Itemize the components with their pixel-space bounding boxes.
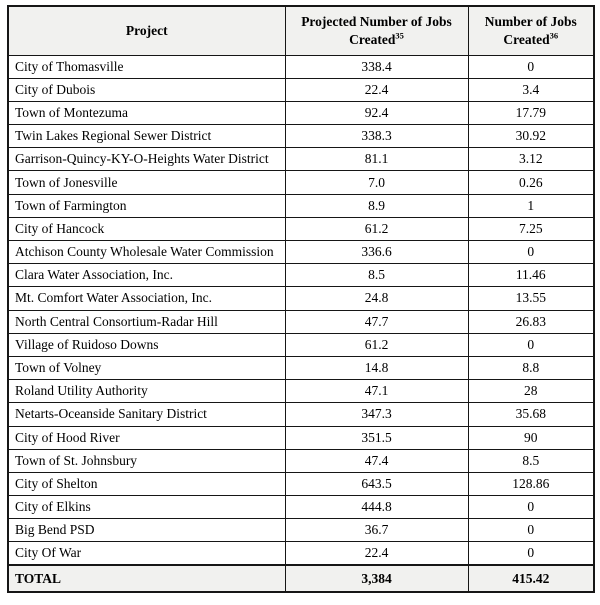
table-row (8, 310, 594, 333)
col-header-projected-jobs-label: Projected Number of Jobs Created (301, 14, 452, 47)
project-name: Village of Ruidoso Downs (8, 333, 285, 356)
project-name: Big Bend PSD (8, 519, 285, 542)
jobs-created-value: 0 (468, 519, 594, 542)
col-header-project (8, 6, 285, 55)
project-name: City of Elkins (8, 496, 285, 519)
table-row (8, 356, 594, 379)
table-row (8, 241, 594, 264)
projected-jobs-value: 24.8 (285, 287, 468, 310)
projected-jobs-value: 92.4 (285, 101, 468, 124)
projected-jobs-value: 351.5 (285, 426, 468, 449)
project-name: Atchison County Wholesale Water Commission (8, 241, 285, 264)
jobs-created-value: 11.46 (468, 264, 594, 287)
table-row (8, 496, 594, 519)
jobs-created-value: 26.83 (468, 310, 594, 333)
project-name: North Central Consortium-Radar Hill (8, 310, 285, 333)
jobs-created-value: 1 (468, 194, 594, 217)
jobs-created-value: 0.26 (468, 171, 594, 194)
jobs-created-value: 90 (468, 426, 594, 449)
jobs-created-value: 3.12 (468, 148, 594, 171)
project-name: City of Dubois (8, 78, 285, 101)
jobs-created-value: 30.92 (468, 125, 594, 148)
project-name: Town of Farmington (8, 194, 285, 217)
jobs-created-value: 0 (468, 241, 594, 264)
project-name: City of Shelton (8, 472, 285, 495)
project-name: Town of Volney (8, 356, 285, 379)
header-row (8, 6, 594, 55)
jobs-created-value: 0 (468, 333, 594, 356)
projected-jobs-value: 22.4 (285, 542, 468, 565)
projected-jobs-value: 47.4 (285, 449, 468, 472)
projected-jobs-value: 61.2 (285, 333, 468, 356)
jobs-created-value: 0 (468, 496, 594, 519)
projected-jobs-value: 47.7 (285, 310, 468, 333)
project-name: City Of War (8, 542, 285, 565)
project-name: Town of Jonesville (8, 171, 285, 194)
table-row (8, 264, 594, 287)
table-row (8, 403, 594, 426)
project-name: City of Thomasville (8, 55, 285, 78)
projected-jobs-value: 36.7 (285, 519, 468, 542)
project-name: Mt. Comfort Water Association, Inc. (8, 287, 285, 310)
table-row (8, 542, 594, 565)
jobs-created-value: 8.5 (468, 449, 594, 472)
jobs-created-value: 0 (468, 55, 594, 78)
total-label: TOTAL (8, 565, 285, 592)
table-row (8, 449, 594, 472)
projected-jobs-value: 8.9 (285, 194, 468, 217)
col-header-projected-jobs (285, 6, 468, 55)
jobs-created-value: 8.8 (468, 356, 594, 379)
table-body (8, 55, 594, 565)
projected-jobs-value: 338.4 (285, 55, 468, 78)
jobs-table (7, 5, 595, 593)
project-name: Town of St. Johnsbury (8, 449, 285, 472)
jobs-created-value: 7.25 (468, 217, 594, 240)
project-name: City of Hancock (8, 217, 285, 240)
table-row (8, 333, 594, 356)
col-header-jobs-created-label: Number of Jobs Created (484, 14, 577, 47)
projected-jobs-value: 14.8 (285, 356, 468, 379)
table-row (8, 380, 594, 403)
jobs-created-value: 128.86 (468, 472, 594, 495)
table-row (8, 125, 594, 148)
table-row (8, 148, 594, 171)
project-name: Netarts-Oceanside Sanitary District (8, 403, 285, 426)
table-row (8, 78, 594, 101)
projected-jobs-value: 47.1 (285, 380, 468, 403)
table-row (8, 55, 594, 78)
projected-jobs-value: 61.2 (285, 217, 468, 240)
project-name: Garrison-Quincy-KY-O-Heights Water District (8, 148, 285, 171)
projected-jobs-value: 336.6 (285, 241, 468, 264)
jobs-created-value: 0 (468, 542, 594, 565)
projected-jobs-value: 8.5 (285, 264, 468, 287)
table-row (8, 194, 594, 217)
project-name: Roland Utility Authority (8, 380, 285, 403)
jobs-created-value: 35.68 (468, 403, 594, 426)
projected-jobs-value: 643.5 (285, 472, 468, 495)
table-row (8, 472, 594, 495)
project-name: Twin Lakes Regional Sewer District (8, 125, 285, 148)
jobs-created-value: 28 (468, 380, 594, 403)
table-row (8, 426, 594, 449)
footnote-35: 35 (395, 30, 404, 41)
total-projected-value: 3,384 (285, 565, 468, 592)
col-header-project-label: Project (125, 22, 168, 38)
table-row (8, 287, 594, 310)
projected-jobs-value: 338.3 (285, 125, 468, 148)
projected-jobs-value: 81.1 (285, 148, 468, 171)
jobs-created-value: 17.79 (468, 101, 594, 124)
project-name: Town of Montezuma (8, 101, 285, 124)
total-created-value: 415.42 (468, 565, 594, 592)
table-row (8, 519, 594, 542)
projected-jobs-value: 7.0 (285, 171, 468, 194)
total-row (8, 565, 594, 592)
table-row (8, 101, 594, 124)
projected-jobs-value: 347.3 (285, 403, 468, 426)
jobs-created-value: 13.55 (468, 287, 594, 310)
footnote-36: 36 (549, 30, 559, 41)
projected-jobs-value: 444.8 (285, 496, 468, 519)
jobs-created-value: 3.4 (468, 78, 594, 101)
project-name: Clara Water Association, Inc. (8, 264, 285, 287)
projected-jobs-value: 22.4 (285, 78, 468, 101)
table-row (8, 171, 594, 194)
col-header-jobs-created (468, 6, 594, 55)
table-row (8, 217, 594, 240)
project-name: City of Hood River (8, 426, 285, 449)
